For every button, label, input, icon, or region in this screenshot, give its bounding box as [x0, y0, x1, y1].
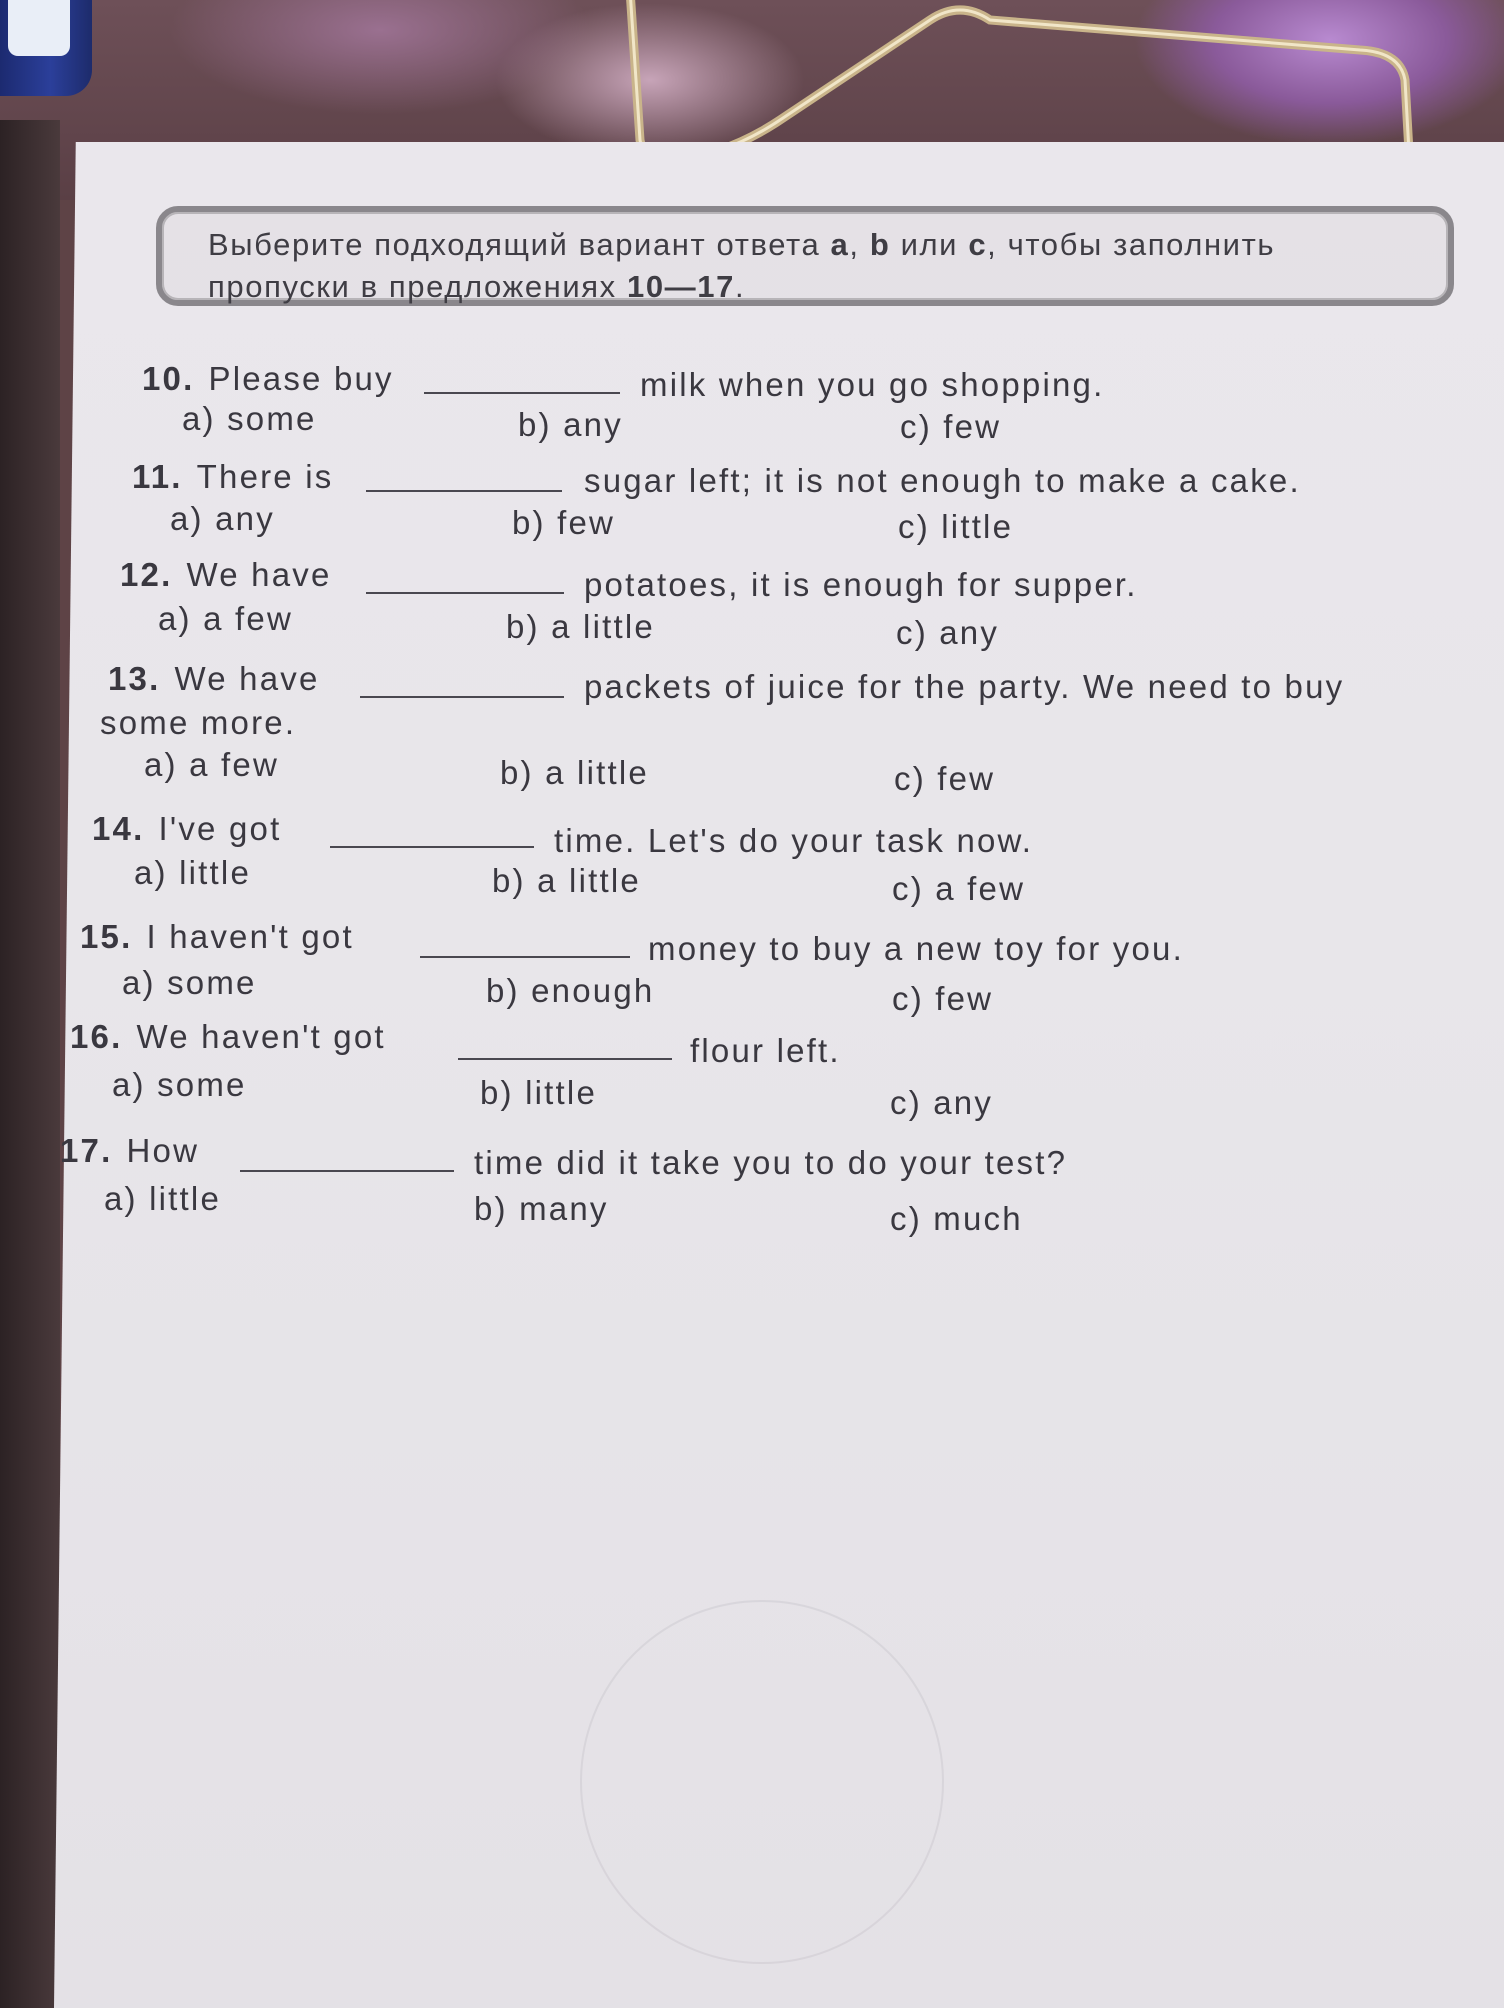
- question-text-after: packets of juice for the party. We need to buy: [584, 668, 1345, 705]
- option-a[interactable]: a) little: [104, 1180, 221, 1217]
- option-c[interactable]: c) any: [890, 1084, 994, 1121]
- instruction-sep: ,: [849, 227, 870, 262]
- question-text-after: milk when you go shopping.: [640, 366, 1105, 403]
- question-text-before: We have: [186, 556, 332, 593]
- question-number: 11.: [132, 458, 183, 495]
- bottle-object: [0, 0, 92, 96]
- question-text-after: potatoes, it is enough for supper.: [584, 566, 1138, 603]
- answer-blank-11[interactable]: [366, 490, 562, 492]
- question-number: 13.: [108, 660, 161, 697]
- question-number: 16.: [70, 1018, 123, 1055]
- question-10: [142, 360, 394, 398]
- faint-stamp-impression: [580, 1600, 944, 1964]
- option-b[interactable]: b) a little: [492, 862, 641, 899]
- question-text-continuation: some more.: [100, 704, 297, 741]
- question-text-before: There is: [196, 458, 334, 495]
- question-text-before: I haven't got: [146, 918, 354, 955]
- option-c[interactable]: c) few: [894, 760, 996, 797]
- question-text-before: We have: [174, 660, 320, 697]
- option-c[interactable]: c) a few: [892, 870, 1026, 907]
- option-c[interactable]: c) much: [890, 1200, 1023, 1237]
- option-b[interactable]: b) many: [474, 1190, 609, 1227]
- option-b[interactable]: b) few: [512, 504, 616, 541]
- question-number: 10.: [142, 360, 195, 397]
- answer-blank-14[interactable]: [330, 846, 534, 848]
- question-13: [108, 660, 320, 698]
- instruction-box: [156, 206, 1454, 306]
- instruction-text: [208, 224, 1438, 308]
- answer-blank-17[interactable]: [240, 1170, 454, 1172]
- bottle-label: [8, 0, 70, 56]
- question-text-before: Please buy: [208, 360, 394, 397]
- option-b[interactable]: b) little: [480, 1074, 597, 1111]
- instruction-option-c: c: [968, 227, 988, 262]
- question-number: 15.: [80, 918, 133, 955]
- option-c[interactable]: c) little: [898, 508, 1014, 545]
- instruction-range: 10—17: [627, 269, 735, 304]
- question-text-after: time. Let's do your task now.: [554, 822, 1034, 859]
- instruction-option-a: a: [830, 227, 850, 262]
- question-text-after: flour left.: [690, 1032, 841, 1069]
- question-14: [92, 810, 281, 848]
- answer-blank-10[interactable]: [424, 392, 620, 394]
- question-11: [132, 458, 333, 496]
- question-17: [60, 1132, 199, 1170]
- question-16: [70, 1018, 386, 1056]
- option-a[interactable]: a) a few: [158, 600, 293, 637]
- answer-blank-13[interactable]: [360, 696, 564, 698]
- question-text-after: money to buy a new toy for you.: [648, 930, 1184, 967]
- option-b[interactable]: b) enough: [486, 972, 655, 1009]
- option-b[interactable]: b) a little: [506, 608, 655, 645]
- option-a[interactable]: a) some: [182, 400, 317, 437]
- instruction-end: .: [734, 269, 746, 304]
- question-text-before: We haven't got: [136, 1018, 386, 1055]
- question-number: 12.: [120, 556, 173, 593]
- question-text-after: time did it take you to do your test?: [474, 1144, 1068, 1181]
- question-text-before: How: [126, 1132, 200, 1169]
- question-12: [120, 556, 332, 594]
- option-c[interactable]: c) few: [900, 408, 1002, 445]
- answer-blank-15[interactable]: [420, 956, 630, 958]
- answer-blank-12[interactable]: [366, 592, 564, 594]
- option-a[interactable]: a) a few: [144, 746, 279, 783]
- instruction-option-b: b: [869, 227, 891, 262]
- instruction-part1: Выберите подходящий вариант ответа: [208, 227, 831, 262]
- question-15: [80, 918, 354, 956]
- option-b[interactable]: b) a little: [500, 754, 649, 791]
- question-text-after: sugar left; it is not enough to make a cake.: [584, 462, 1301, 499]
- instruction-part2: , чтобы заполнить: [987, 227, 1276, 262]
- option-a[interactable]: a) any: [170, 500, 275, 537]
- question-number: 14.: [92, 810, 145, 847]
- instruction-line2: пропуски в предложениях: [208, 269, 627, 304]
- option-a[interactable]: a) some: [122, 964, 257, 1001]
- table-shadow: [0, 120, 60, 2008]
- answer-blank-16[interactable]: [458, 1058, 672, 1060]
- option-a[interactable]: a) little: [134, 854, 251, 891]
- question-number: 17.: [60, 1132, 113, 1169]
- instruction-or: или: [890, 227, 969, 262]
- option-a[interactable]: a) some: [112, 1066, 247, 1103]
- option-b[interactable]: b) any: [518, 406, 623, 443]
- question-text-before: I've got: [158, 810, 282, 847]
- option-c[interactable]: c) any: [896, 614, 1000, 651]
- option-c[interactable]: c) few: [892, 980, 994, 1017]
